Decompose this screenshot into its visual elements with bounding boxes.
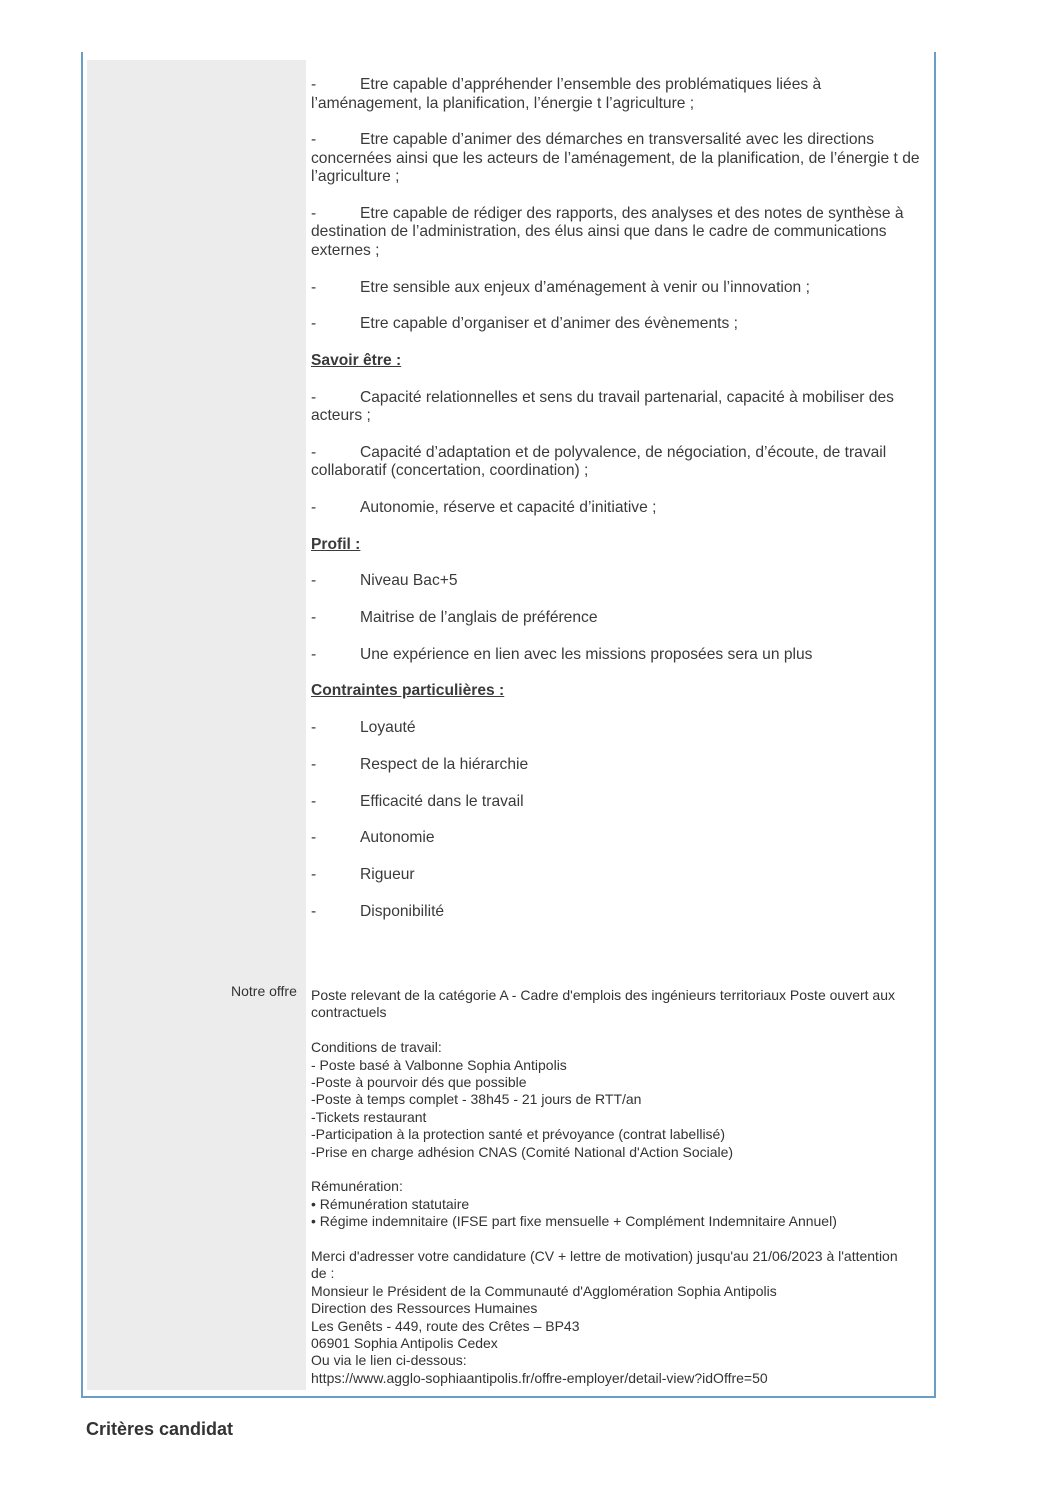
label-column (87, 60, 306, 1390)
offer-candidature: Merci d'adresser votre candidature (CV + lettre de motivation) jusqu'au 21/06/2023 à l'attention de : Monsieur le Président de la Communauté d'Agglomération Sophia Antipolis Direction des Ressources Humaines Les Genêts - 449, route des Crêtes – BP43 06901 Sophia Antipolis Cedex Ou via le lien ci-dessous: https://www.agglo-sophiaantipolis.fr/offre-employer/detail-view?idOffre=50 (311, 1248, 931, 1387)
section-title: Critères candidat (86, 1419, 234, 1439)
offer-content (311, 987, 931, 1405)
offer-intro: Poste relevant de la catégorie A - Cadre d'emplois des ingénieurs territoriaux Poste ouvert aux contractuels (311, 987, 895, 1021)
offer-link[interactable]: https://www.agglo-sophiaantipolis.fr/offre-employer/detail-view?idOffre=50 (311, 1369, 768, 1386)
list-item: - Niveau Bac+5 (311, 572, 458, 590)
list-item: - Autonomie, réserve et capacité d’initiative ; (311, 499, 657, 516)
offer-label: Notre offre (231, 983, 297, 999)
description-content (311, 76, 927, 939)
list-item: - Loyauté (311, 719, 416, 737)
list-item: - Respect de la hiérarchie (311, 755, 529, 773)
list-item: - Autonomie (311, 829, 435, 847)
contraintes-heading: Contraintes particulières : (311, 682, 505, 700)
list-item: - Etre capable d’organiser et d’animer des évènements ; (311, 315, 738, 333)
list-item: - Etre sensible aux enjeux d’aménagement à venir ou l’innovation ; (311, 278, 810, 296)
list-item: - Etre capable d’animer des démarches en transversalité avec les directions concernées ainsi que les acteurs de l’aménagement, de la planification, de l’énergie t de l’agriculture ; (311, 131, 920, 186)
list-item: - Capacité relationnelles et sens du travail partenarial, capacité à mobiliser des acteurs ; (311, 388, 894, 425)
list-item: - Etre capable de rédiger des rapports, des analyses et des notes de synthèse à destination de l’administration, des élus ainsi que dans le cadre de communications externes ; (311, 204, 904, 259)
savoir-etre-heading: Savoir être : (311, 351, 402, 369)
list-item: - Etre capable d’appréhender l’ensemble des problématiques liées à l’aménagement, la planification, l’énergie t l’agriculture ; (311, 76, 822, 112)
list-item: - Disponibilité (311, 902, 445, 920)
list-item: - Rigueur (311, 865, 415, 883)
profil-heading: Profil : (311, 535, 361, 553)
list-item: - Efficacité dans le travail (311, 792, 524, 810)
list-item: - Maitrise de l’anglais de préférence (311, 609, 598, 627)
list-item: - Une expérience en lien avec les missions proposées sera un plus (311, 645, 813, 663)
offer-conditions: Conditions de travail: - Poste basé à Valbonne Sophia Antipolis -Poste à pourvoir dés que possible -Poste à temps complet - 38h45 - 21 jours de RTT/an -Tickets restaurant -Participation à la protection santé et prévoyance (contrat labellisé) -Prise en charge adhésion CNAS (Comité National d'Action Sociale) (311, 1039, 734, 1160)
list-item: - Capacité d’adaptation et de polyvalence, de négociation, d’écoute, de travail collaboratif (concertation, coordination) ; (311, 443, 887, 480)
offer-remuneration: Rémunération: • Rémunération statutaire • Régime indemnitaire (IFSE part fixe mensuelle + Complément Indemnitaire Annuel) (311, 1178, 837, 1230)
